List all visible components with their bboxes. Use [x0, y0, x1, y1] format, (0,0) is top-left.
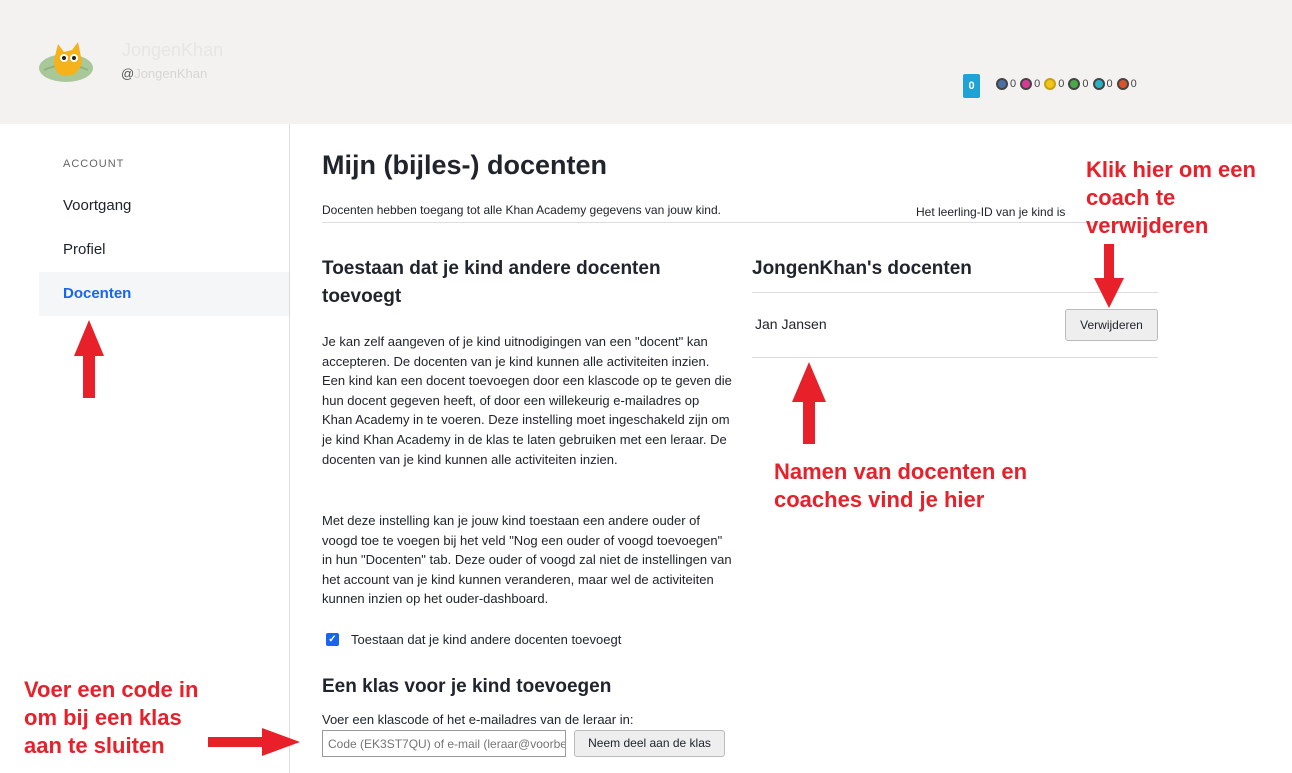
streak-counter: 0 — [963, 74, 980, 98]
challenge-patch-icon — [1117, 78, 1129, 90]
teachers-divider-bottom — [752, 357, 1158, 358]
remove-hint-annotation: Klik hier om een coach te verwijderen — [1086, 157, 1256, 238]
allow-checkbox-label[interactable]: Toestaan dat je kind andere docenten toevoegt — [351, 632, 622, 647]
earth-badge-icon — [1044, 78, 1056, 90]
badge-count: 0 — [1130, 78, 1137, 90]
code-hint-annotation: Voer een code in om bij een klas aan te sluiten — [24, 677, 199, 758]
profile-header — [0, 0, 1292, 124]
badge-count: 0 — [1106, 78, 1113, 90]
arrow-down-icon — [1094, 244, 1124, 308]
arrow-right-icon — [208, 728, 300, 756]
sun-badge-icon — [1068, 78, 1080, 90]
earth-badge — [1044, 78, 1064, 90]
sidebar-item-docenten[interactable]: Docenten — [39, 272, 289, 316]
arrow-up-icon — [792, 362, 826, 444]
remove-teacher-button[interactable]: Verwijderen — [1065, 309, 1158, 341]
sun-badge — [1068, 78, 1088, 90]
class-code-input[interactable] — [322, 730, 566, 757]
badge-counts — [996, 78, 1137, 90]
student-id-label: Het leerling-ID van je kind is — [916, 205, 1066, 219]
page-title: Mijn (bijles-) docenten — [322, 150, 608, 180]
black-hole-badge-icon — [1093, 78, 1105, 90]
title-divider — [322, 222, 1159, 223]
names-hint-annotation: Namen van docenten en coaches vind je hier — [774, 459, 1028, 512]
class-code-label: Voer een klascode of het e-mailadres van de leraar in: — [322, 712, 634, 727]
handle-text: JongenKhan — [134, 66, 208, 81]
allow-paragraph-1: Je kan zelf aangeven of je kind uitnodigingen van een "docent" kan accepteren. De docenten van je kind kunnen alle activiteiten inzien. Een kind kan een docent toevoegen door een klascode op te geven die hun docent gegeven heeft, of door een willekeurig e-mailadres op Khan Academy in te voeren. Deze instelling moet ingeschakeld zijn om je kind Khan Academy in de klas te laten gebruiken met een leraar. De docenten van je kind kunnen alle activiteiten inzien. — [322, 334, 732, 467]
meteorite-badge — [996, 78, 1016, 90]
join-section-title: Een klas voor je kind toevoegen — [322, 676, 612, 697]
allow-section-title: Toestaan dat je kind andere docenten toevoegt — [322, 258, 661, 307]
moon-badge-icon — [1020, 78, 1032, 90]
teachers-section-title: JongenKhan's docenten — [752, 258, 972, 279]
user-name: JongenKhan — [122, 40, 224, 60]
avatar[interactable] — [38, 40, 94, 82]
moon-badge — [1020, 78, 1040, 90]
sidebar-item-profiel[interactable]: Profiel — [63, 241, 106, 258]
challenge-patch — [1117, 78, 1137, 90]
teacher-name: Jan Jansen — [755, 316, 827, 332]
badge-count: 0 — [1010, 78, 1017, 90]
arrow-up-icon — [74, 320, 104, 398]
black-hole-badge — [1093, 78, 1113, 90]
join-class-button[interactable]: Neem deel aan de klas — [574, 730, 725, 757]
sidebar-item-voortgang[interactable]: Voortgang — [63, 197, 132, 214]
allow-checkbox[interactable]: ✓ — [326, 633, 339, 646]
sidebar-heading: ACCOUNT — [63, 158, 125, 170]
page-subtitle: Docenten hebben toegang tot alle Khan Academy gegevens van jouw kind. — [322, 203, 721, 217]
meteorite-badge-icon — [996, 78, 1008, 90]
badge-count: 0 — [1058, 78, 1065, 90]
badge-count: 0 — [1082, 78, 1089, 90]
user-handle — [121, 66, 207, 81]
badge-count: 0 — [1034, 78, 1041, 90]
allow-paragraph-2: Met deze instelling kan je jouw kind toestaan een andere ouder of voogd toe te voegen bij het veld "Nog een ouder of voogd toevoegen" in hun "Docenten" tab. Deze ouder of voogd zal niet de instellingen van het account van je kind kunnen veranderen, maar wel de activiteiten kunnen inzien op het ouder-dashboard. — [322, 513, 732, 607]
allow-checkbox-row[interactable] — [326, 632, 621, 647]
handle-prefix: @ — [121, 66, 135, 81]
